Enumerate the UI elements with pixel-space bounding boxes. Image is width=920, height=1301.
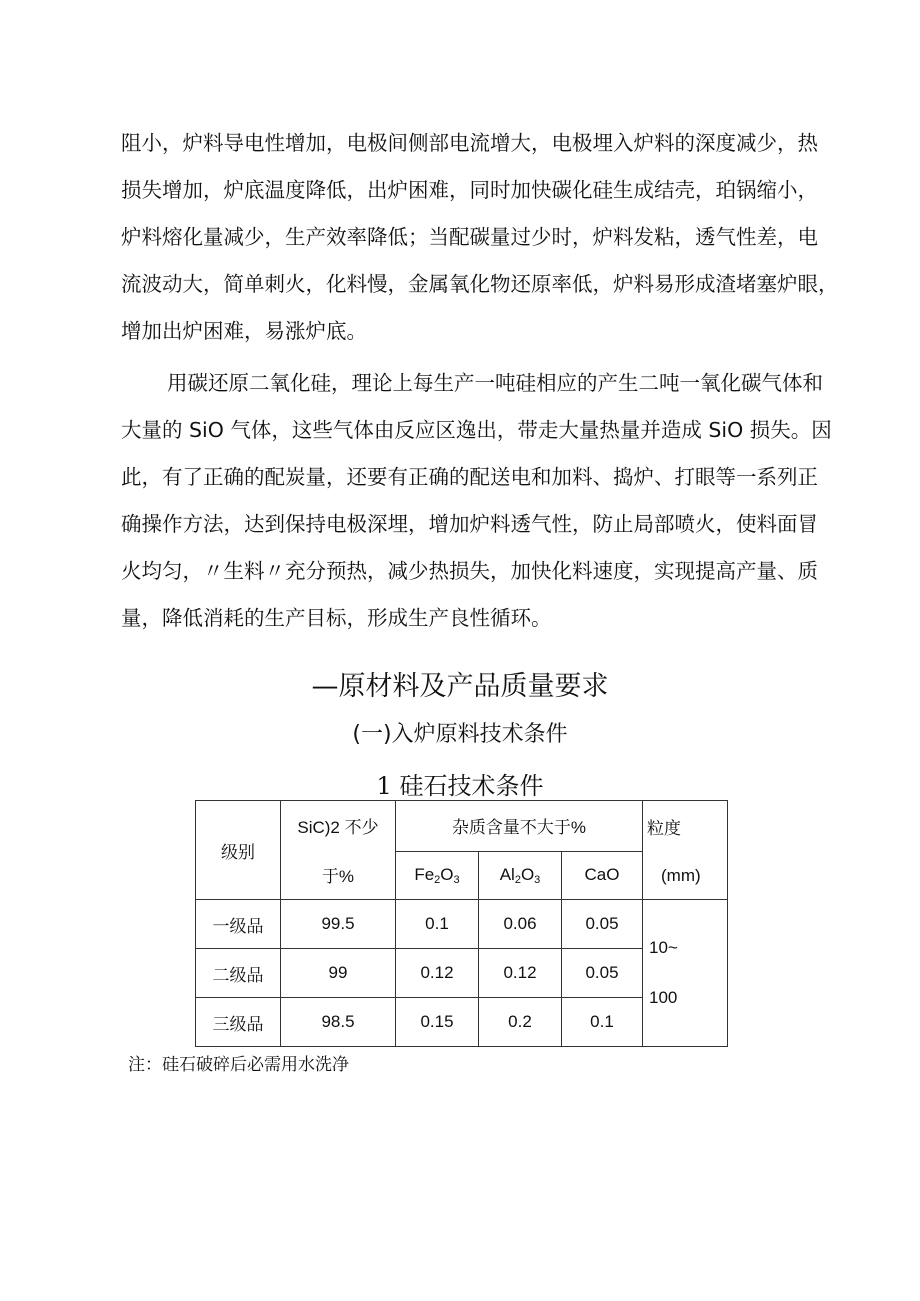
header-sio2-line2: 于% [321, 867, 355, 886]
header-cao [562, 851, 643, 900]
paragraph-line: 炉料熔化量减少，生产效率降低；当配碳量过少时，炉料发粘，透气性差，电 [121, 225, 818, 249]
header-sio2-line1: SiC)2 不少 [297, 818, 379, 837]
paragraph-line: 此，有了正确的配炭量，还要有正确的配送电和加料、捣炉、打眼等一系列正 [121, 465, 818, 489]
header-impurity-label: 杂质含量不大于% [451, 818, 587, 838]
cell-cao: 0.05 [562, 900, 643, 949]
cell-al2o3: 0.06 [479, 900, 562, 949]
paragraph-2 [121, 371, 832, 655]
header-size [643, 801, 728, 900]
table-title: 1 硅石技术条件 [376, 772, 544, 800]
cell-fe2o3: 0.12 [396, 949, 479, 998]
paragraph-line: 流波动大，简单刺火，化料慢，金属氧化物还原率低，炉料易形成渣堵塞炉眼， [121, 272, 839, 296]
al2o3-mid: O [520, 865, 535, 885]
paragraph-line: 损失增加，炉底温度降低，出炉困难，同时加快碳化硅生成结壳，珀锅缩小， [121, 178, 818, 202]
cell-fe2o3: 0.1 [396, 900, 479, 949]
paragraph-line: 用碳还原二氧化硅，理论上每生产一吨硅相应的产生二吨一氧化碳气体和 [167, 371, 823, 395]
cell-grade: 三级品 [196, 998, 281, 1047]
header-cao-label: CaO [584, 865, 620, 885]
cell-grade: 一级品 [196, 900, 281, 949]
table-note: 注：硅石破碎后必需用水洗净 [128, 1055, 349, 1075]
header-impurity [396, 801, 643, 852]
al2o3-sub2: 3 [534, 874, 541, 887]
subsection-title: (一)入炉原料技术条件 [352, 722, 568, 747]
section-title: —原材料及产品质量要求 [311, 671, 609, 702]
silica-spec-table [195, 800, 728, 1047]
cell-cao: 0.05 [562, 949, 643, 998]
header-size-line1: 粒度 [647, 819, 681, 839]
fe2o3-sub2: 3 [453, 874, 460, 887]
cell-al2o3: 0.2 [479, 998, 562, 1047]
al2o3-base: Al [499, 865, 515, 885]
header-grade-label: 级别 [221, 842, 255, 862]
paragraph-line: 大量的 SiO 气体，这些气体由反应区逸出，带走大量热量并造成 SiO 损失。因 [121, 418, 832, 442]
fe2o3-mid: O [440, 865, 454, 885]
cell-sio2: 99.5 [281, 900, 396, 949]
fe2o3-sub1: 2 [434, 874, 441, 887]
cell-cao: 0.1 [562, 998, 643, 1047]
size-range-line2: 100 [649, 988, 678, 1007]
cell-fe2o3: 0.15 [396, 998, 479, 1047]
header-size-line2: (mm) [661, 865, 701, 885]
fe2o3-base: Fe [414, 865, 435, 885]
cell-sio2: 99 [281, 949, 396, 998]
paragraph-line: 量，降低消耗的生产目标，形成生产良性循环。 [121, 606, 552, 630]
paragraph-line: 确操作方法，达到保持电极深埋，增加炉料透气性，防止局部喷火，使料面冒 [121, 512, 818, 536]
cell-grade: 二级品 [196, 949, 281, 998]
paragraph-line: 阻小，炉料导电性增加，电极间侧部电流增大，电极埋入炉料的深度减少，热 [121, 131, 818, 155]
al2o3-sub1: 2 [514, 874, 521, 887]
header-al2o3 [479, 851, 562, 900]
header-fe2o3 [396, 851, 479, 900]
header-grade [196, 801, 281, 900]
size-range-line1: 10~ [649, 938, 678, 957]
paragraph-1 [121, 131, 839, 368]
paragraph-line: 增加出炉困难，易涨炉底。 [121, 319, 367, 343]
cell-sio2: 98.5 [281, 998, 396, 1047]
table-row [196, 900, 728, 949]
paragraph-line: 火均匀，〃生料〃充分预热，减少热损失，加快化料速度，实现提高产量、质 [121, 559, 818, 583]
header-sio2 [281, 801, 396, 900]
cell-size-range [643, 900, 728, 1047]
cell-al2o3: 0.12 [479, 949, 562, 998]
